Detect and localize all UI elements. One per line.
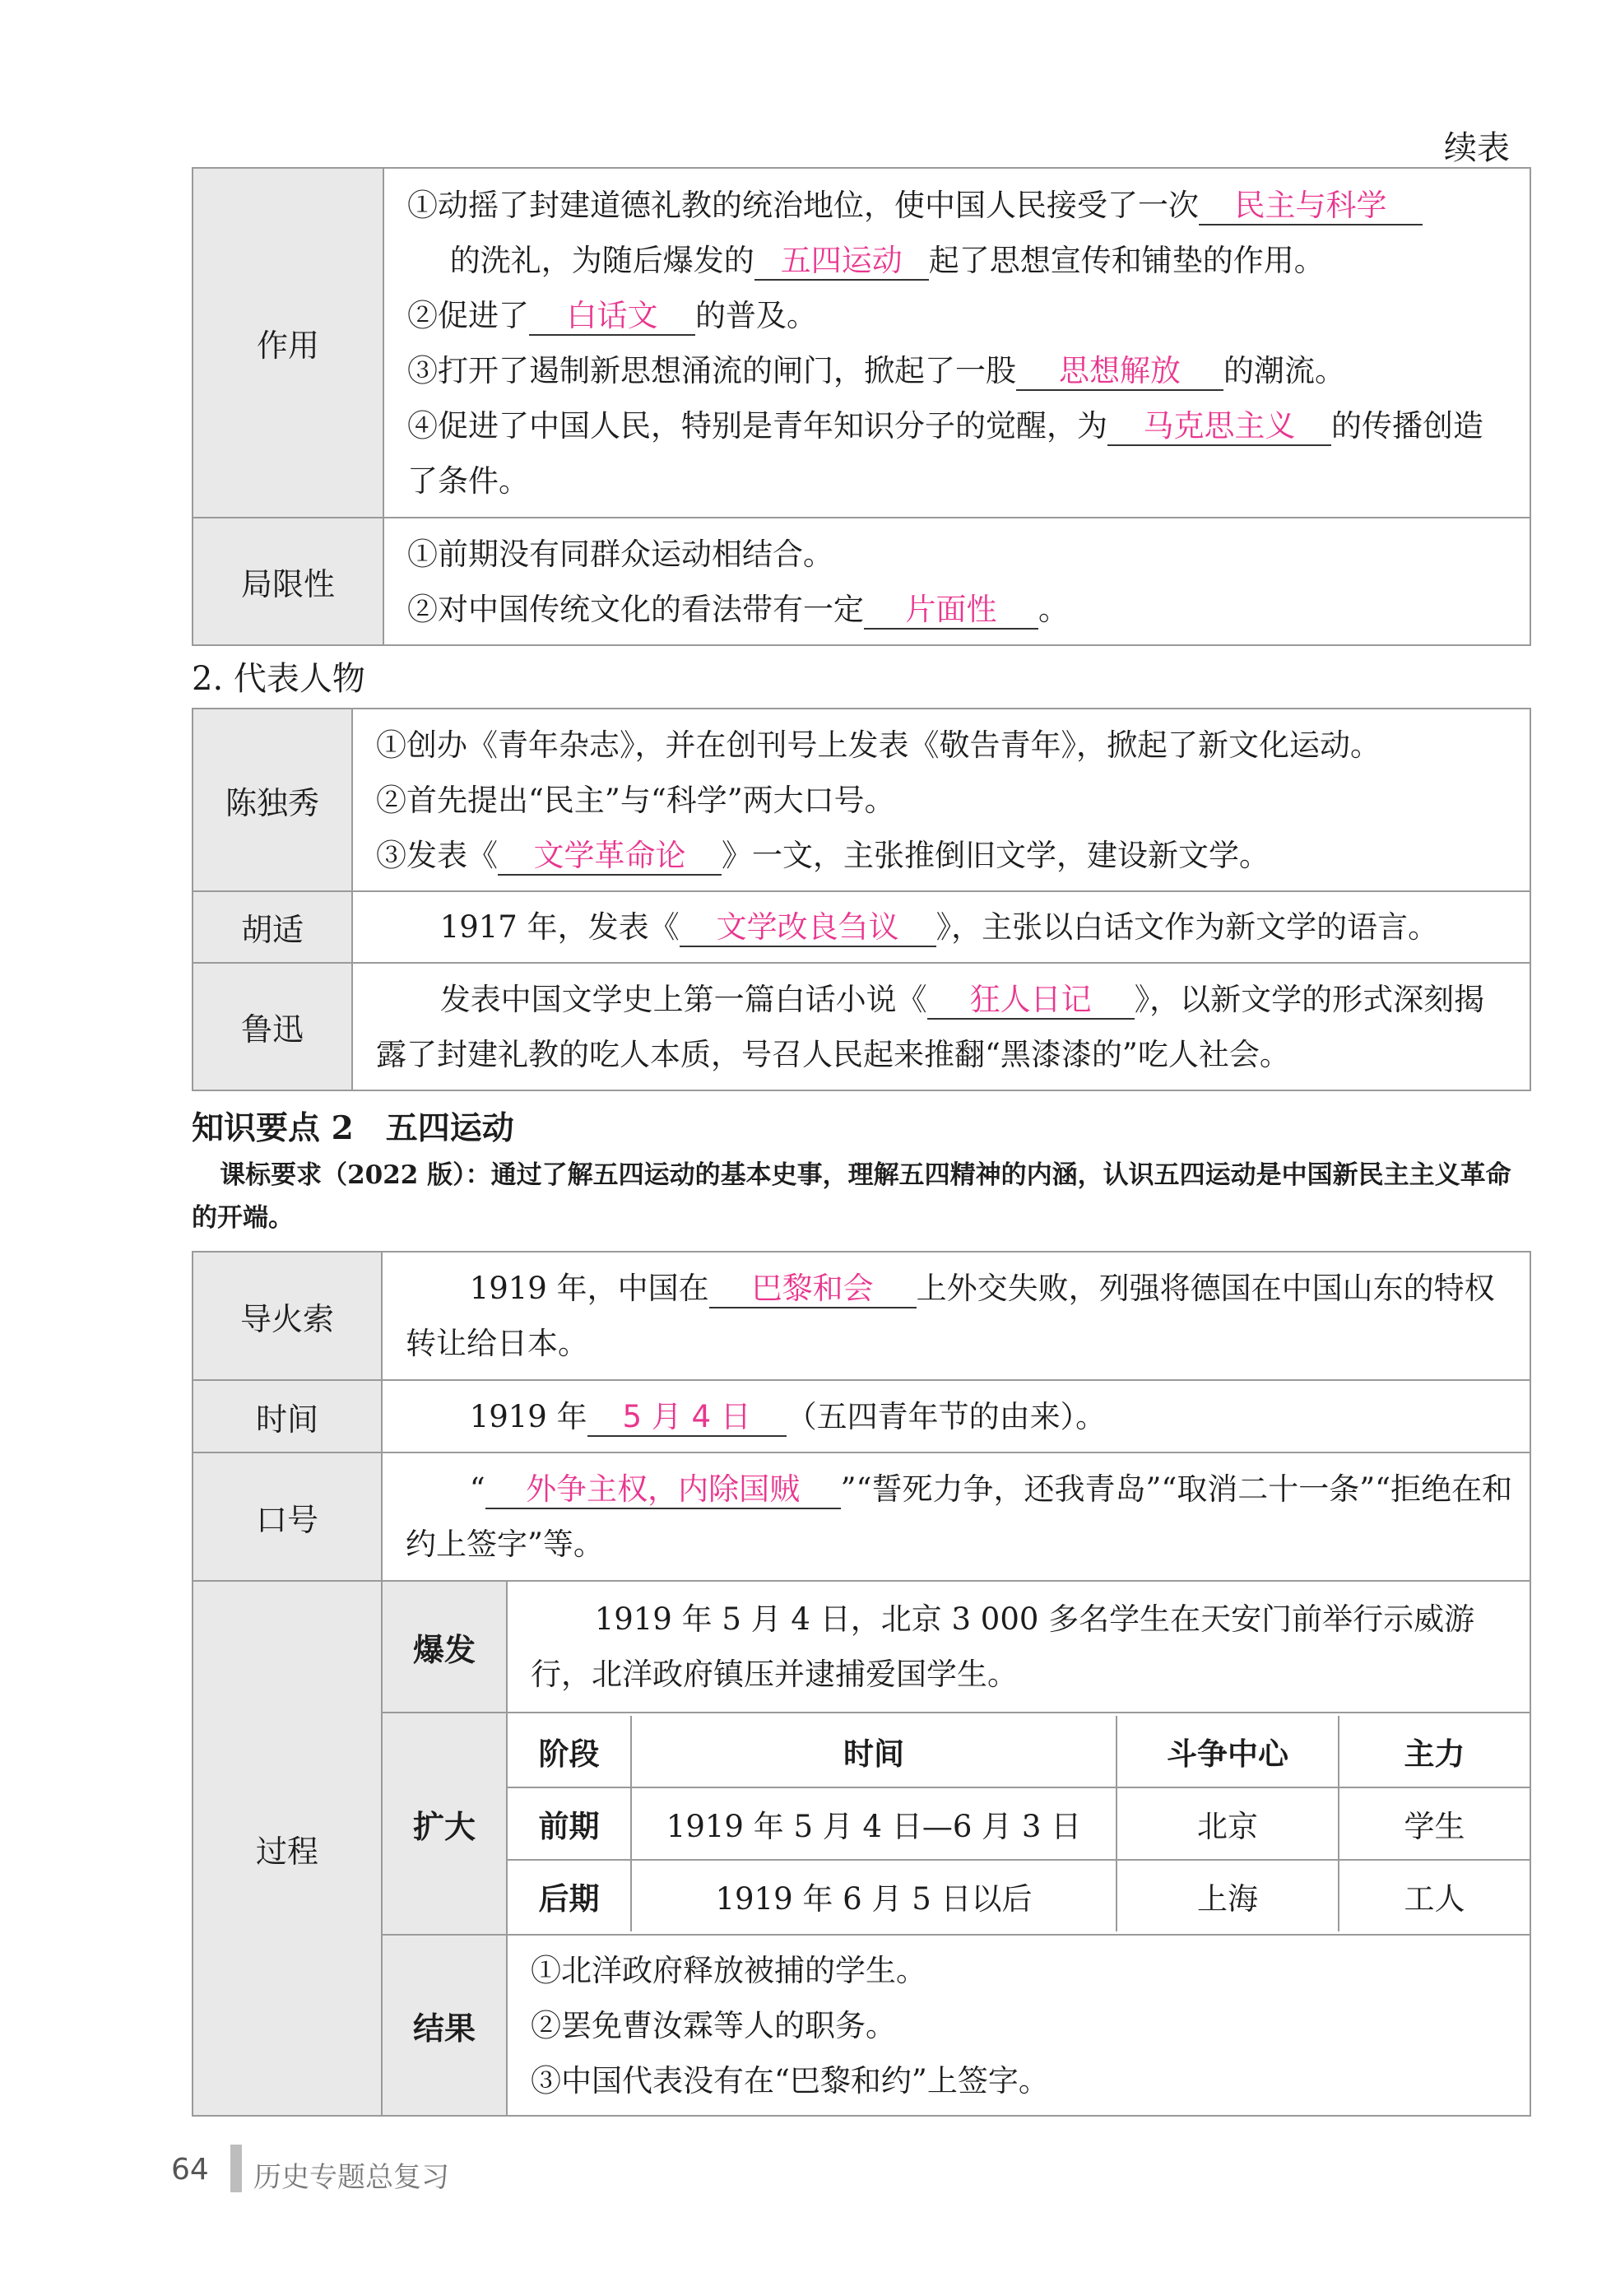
table-cell: 1919 年 5 月 4 日—6 月 3 日 <box>631 1787 1117 1860</box>
table-cell: 前期 <box>508 1787 631 1860</box>
expand-table <box>508 1716 1530 1931</box>
significance-item-1: ①动摇了封建道德礼教的统治地位，使中国人民接受了一次 民主与科学 的洗礼，为随后爆发的 五四运动 起了思想宣传和铺垫的作用。 <box>407 178 1513 288</box>
limitation-label: 局限性 <box>193 518 383 645</box>
answer-blank: 巴黎和会 <box>709 1271 917 1308</box>
table-cell: 上海 <box>1117 1860 1339 1931</box>
page-number: 64 <box>171 2153 209 2187</box>
column-header: 主力 <box>1339 1716 1530 1787</box>
answer-blank: 文学改良刍议 <box>680 909 936 947</box>
table-row <box>508 1787 1530 1860</box>
limitation-item-1: ①前期没有同群众运动相结合。 <box>407 536 833 572</box>
column-header: 时间 <box>631 1716 1117 1787</box>
expand-table-cell <box>507 1713 1530 1935</box>
figure-content-chen: ①创办《青年杂志》，并在创刊号上发表《敬告青年》，掀起了新文化运动。 ②首先提出“民主”与“科学”两大口号。 ③发表《 文学革命论 》一文，主张推倒旧文学，建设新文学。 <box>352 709 1530 891</box>
figure-content-lu: 发表中国文学史上第一篇白话小说《 狂人日记 》，以新文学的形式深刻揭露了封建礼教的吃人本质，号召人民起来推翻“黑漆漆的”吃人社会。 <box>352 963 1530 1090</box>
book-title: 历史专题总复习 <box>253 2161 449 2194</box>
fuse-label: 导火索 <box>193 1252 382 1380</box>
answer-blank: 白话文 <box>529 298 695 336</box>
table-cell: 1919 年 6 月 5 日以后 <box>631 1860 1117 1931</box>
knowledge-point-heading: 知识要点 2 五四运动 <box>192 1109 514 1147</box>
process-label: 过程 <box>193 1581 382 2116</box>
answer-blank: 民主与科学 <box>1199 188 1423 225</box>
outbreak-content: 1919 年 5 月 4 日，北京 3 000 多名学生在天安门前举行示威游行，北洋政府镇压并逮捕爱国学生。 <box>507 1581 1530 1713</box>
table-cell: 学生 <box>1339 1787 1530 1860</box>
figure-content-hu: 1917 年，发表《 文学改良刍议 》，主张以白话文作为新文学的语言。 <box>352 891 1530 963</box>
significance-item-2: ②促进了 白话文 的普及。 <box>407 288 1513 343</box>
figure-label-lu: 鲁迅 <box>193 963 352 1090</box>
answer-blank: 马克思主义 <box>1107 408 1331 446</box>
significance-content <box>383 168 1530 518</box>
answer-blank: 狂人日记 <box>927 982 1135 1020</box>
time-label: 时间 <box>193 1380 382 1452</box>
figure-label-chen: 陈独秀 <box>193 709 352 891</box>
figures-table <box>192 708 1531 1091</box>
table-cell: 后期 <box>508 1860 631 1931</box>
significance-label: 作用 <box>193 168 383 518</box>
slogan-label: 口号 <box>193 1452 382 1581</box>
answer-blank: 5 月 4 日 <box>587 1399 787 1437</box>
significance-table <box>192 167 1531 646</box>
table-row <box>508 1860 1530 1931</box>
result-label: 结果 <box>382 1935 507 2116</box>
expand-header-row <box>508 1716 1530 1787</box>
column-header: 斗争中心 <box>1117 1716 1339 1787</box>
table-cell: 工人 <box>1339 1860 1530 1931</box>
column-header: 阶段 <box>508 1716 631 1787</box>
answer-blank: 文学革命论 <box>498 838 722 876</box>
figure-label-hu: 胡适 <box>193 891 352 963</box>
may-fourth-table <box>192 1251 1531 2117</box>
limitation-content <box>383 518 1530 645</box>
outbreak-label: 爆发 <box>382 1581 507 1713</box>
answer-blank: 片面性 <box>864 592 1038 630</box>
fuse-content: 1919 年，中国在 巴黎和会 上外交失败，列强将德国在中国山东的特权转让给日本。 <box>382 1252 1530 1380</box>
result-content: ①北洋政府释放被捕的学生。 ②罢免曹汝霖等人的职务。 ③中国代表没有在“巴黎和约”上签字。 <box>507 1935 1530 2116</box>
footer-divider <box>230 2145 242 2192</box>
significance-item-3: ③打开了遏制新思想涌流的闸门，掀起了一股 思想解放 的潮流。 <box>407 343 1513 398</box>
slogan-content: “ 外争主权，内除国贼 ”“誓死力争，还我青岛”“取消二十一条”“拒绝在和约上签字”等。 <box>382 1452 1530 1581</box>
answer-blank: 思想解放 <box>1016 353 1223 391</box>
time-content: 1919 年 5 月 4 日 （五四青年节的由来）。 <box>382 1380 1530 1452</box>
expand-label: 扩大 <box>382 1713 507 1935</box>
section-heading-figures: 2. 代表人物 <box>192 660 365 698</box>
continued-label: 续表 <box>1444 129 1510 167</box>
limitation-item-2: ②对中国传统文化的看法带有一定 片面性 。 <box>407 582 1513 637</box>
answer-blank: 五四运动 <box>754 243 929 281</box>
answer-blank: 外争主权，内除国贼 <box>485 1471 841 1509</box>
table-cell: 北京 <box>1117 1787 1339 1860</box>
significance-item-4: ④促进了中国人民，特别是青年知识分子的觉醒，为 马克思主义 的传播创造了条件。 <box>407 407 1483 499</box>
curriculum-requirement: 课标要求（2022 版）：通过了解五四运动的基本史事，理解五四精神的内涵，认识五四运动是中国新民主主义革命的开端。 <box>192 1160 1511 1233</box>
